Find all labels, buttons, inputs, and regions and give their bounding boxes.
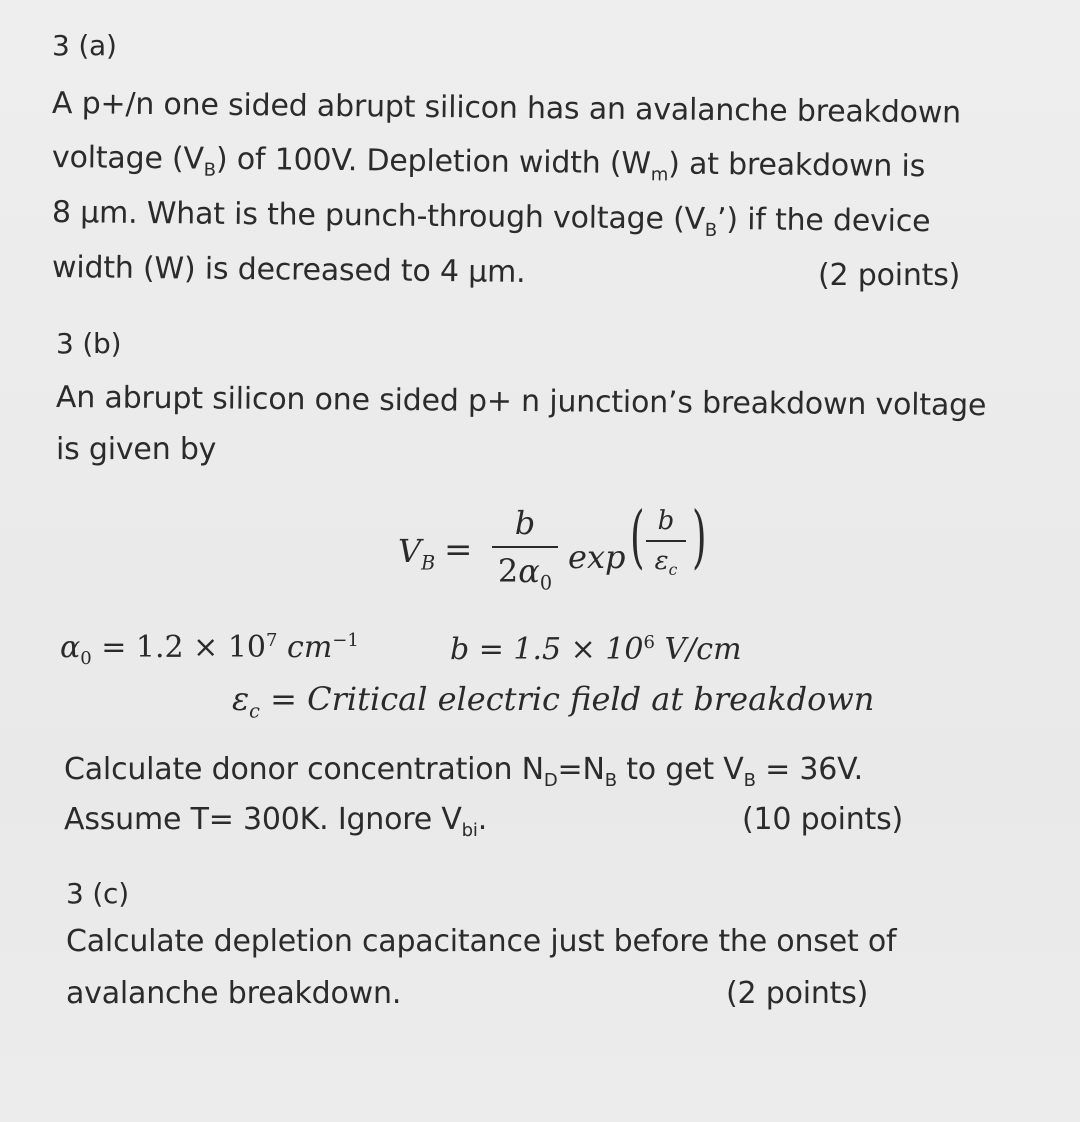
part-a-line-1: A p+/n one sided abrupt silicon has an avalanche breakdown <box>51 86 962 131</box>
right-paren: ) <box>691 498 707 577</box>
formula-exp: exp <box>568 538 626 576</box>
left-paren: ( <box>629 498 645 577</box>
part-a-line-4: width (W) is decreased to 4 µm. <box>51 250 526 290</box>
part-a-points: (2 points) <box>818 258 961 293</box>
formula-main-fraction <box>492 504 558 595</box>
part-a-line-3: 8 µm. What is the punch-through voltage $(V_B’)$ if the device <box>51 195 931 241</box>
part-b-line-2: is given by <box>56 432 217 467</box>
formula-inner-fraction <box>646 506 686 580</box>
part-c-label: 3 (c) <box>66 877 129 910</box>
formula-equals: = <box>444 530 473 570</box>
critical-field-definition: $\varepsilon_c$ = Critical electric field at breakdown <box>232 680 875 723</box>
part-b-line-1: An abrupt silicon one sided p+ n junction’s breakdown voltage <box>55 380 987 424</box>
alpha-constant: $\alpha_0 = 1.2 \times 10^7$ $cm^{-1}$ <box>60 630 359 669</box>
part-a-label: 3 (a) <box>52 29 117 62</box>
part-c-points: (2 points) <box>726 976 869 1011</box>
fraction-bar <box>492 546 558 548</box>
formula-numerator: b <box>514 504 536 542</box>
part-b-label: 3 (b) <box>56 327 122 360</box>
inner-fraction-bar <box>646 540 686 542</box>
part-b-question-line-2: Assume T= 300K. Ignore $V_{bi}$. <box>64 802 488 841</box>
part-b-points: (10 points) <box>742 802 904 837</box>
formula-lhs: $V_B$ <box>398 532 436 575</box>
part-a-line-2: voltage $(V_B)$ of 100V. Depletion width $(W_m)$ at breakdown is <box>51 140 926 186</box>
inner-numerator: b <box>657 506 675 536</box>
formula-denominator: $2\alpha_0$ <box>497 552 553 595</box>
part-c-line-1: Calculate depletion capacitance just before the onset of <box>66 924 897 959</box>
b-constant: $b = 1.5 \times 10^6$ V/cm <box>450 632 742 667</box>
part-b-question-line-1: Calculate donor concentration $N_D=N_B$ to get $V_B = 36V$. <box>64 752 863 791</box>
part-c-line-2: avalanche breakdown. <box>66 976 402 1011</box>
inner-denominator: $\varepsilon_c$ <box>654 546 678 580</box>
